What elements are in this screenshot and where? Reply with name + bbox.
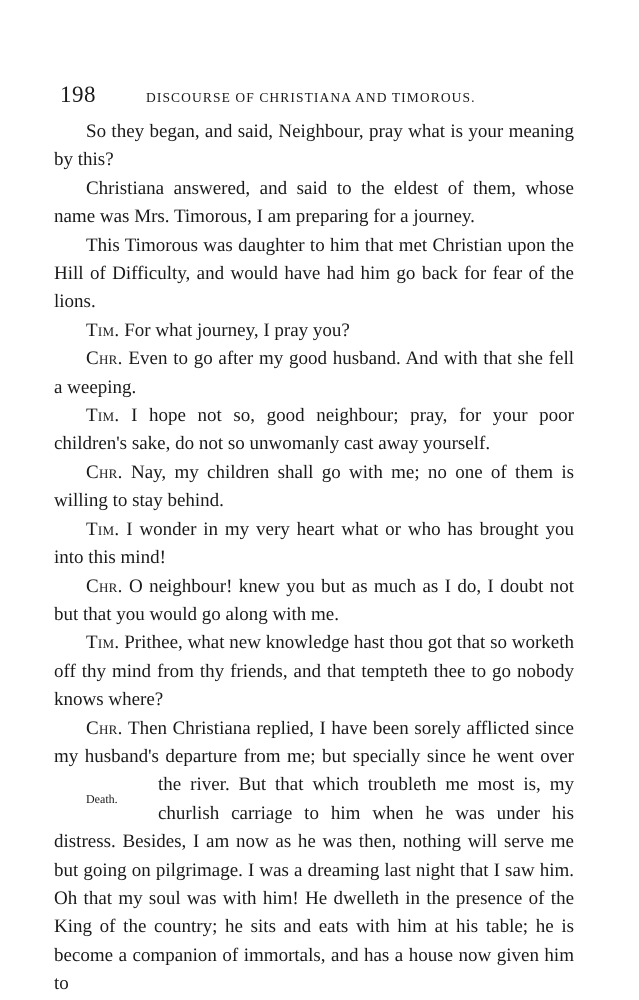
dialogue-text: Then Christiana replied, I have been sorely afflicted since my husband's departure from me; but specially since he xyxy=(54,717,574,767)
dialogue-line xyxy=(54,516,574,573)
dialogue-line xyxy=(54,345,574,402)
speaker-name: Tim. xyxy=(86,632,120,654)
dialogue-text: For what journey, I pray you? xyxy=(124,319,350,341)
margin-note: Death. xyxy=(86,792,118,807)
paragraph: Christiana answered, and said to the eldest of them, whose name was Mrs. Timorous, I am preparing for a journey. xyxy=(54,177,574,228)
page-header xyxy=(60,82,580,112)
dialogue-line xyxy=(54,715,574,999)
dialogue-text: Prithee, what new knowledge hast thou got that so worketh off thy mind from thy friends, and that tempteth thee to go nobody knows where? xyxy=(54,632,574,711)
dialogue-line xyxy=(54,459,574,516)
speaker-name: Tim. xyxy=(86,405,120,427)
dialogue-line xyxy=(54,573,574,630)
dialogue-text: Even to go after my good husband. And with that she fell a weeping. xyxy=(54,348,575,398)
speaker-name: Tim. xyxy=(86,518,120,540)
dialogue-line xyxy=(54,629,574,714)
speaker-name: Chr. xyxy=(86,461,123,483)
speaker-name: Chr. xyxy=(86,575,123,597)
dialogue-line xyxy=(54,402,574,459)
paragraph: So they began, and said, Neighbour, pray what is your meaning by this? xyxy=(54,121,574,171)
speaker-name: Chr. xyxy=(86,717,123,739)
dialogue-line xyxy=(54,317,574,345)
page-number: 198 xyxy=(60,82,96,107)
dialogue-text: I hope not so, good neighbour; pray, for your poor children's sake, do not so unwomanly cast away yourself. xyxy=(54,405,575,455)
speaker-name: Chr. xyxy=(86,348,123,370)
speaker-name: Tim. xyxy=(86,319,120,341)
dialogue-text: O neighbour! knew you but as much as I do, I doubt not but that you would go along with me. xyxy=(54,575,574,625)
dialogue-text: I wonder in my very heart what or who has brought you into this mind! xyxy=(54,518,575,569)
running-head: DISCOURSE OF CHRISTIANA AND TIMOROUS. xyxy=(146,90,476,105)
page-body xyxy=(54,118,574,999)
dialogue-text: Nay, my children shall go with me; no one of them is willing to stay behind. xyxy=(54,461,574,512)
paragraph: This Timorous was daughter to him that met Christian upon the Hill of Difficulty, and would have had him go back for fear of the lions. xyxy=(54,234,574,313)
dialogue-text-continued: went over the river. But that which troubleth me most is, my churlish carriage to him when he was under his distress. Besides, I am now as he was then, nothing will serve me but going on pilgrimage. I was a dreaming last night that I saw him. Oh that my soul was with him! He dwelleth in the presence of the King of the country; he sits and eats with him at his table; he is become a companion of immortals, and has a house now given him to xyxy=(54,745,574,995)
